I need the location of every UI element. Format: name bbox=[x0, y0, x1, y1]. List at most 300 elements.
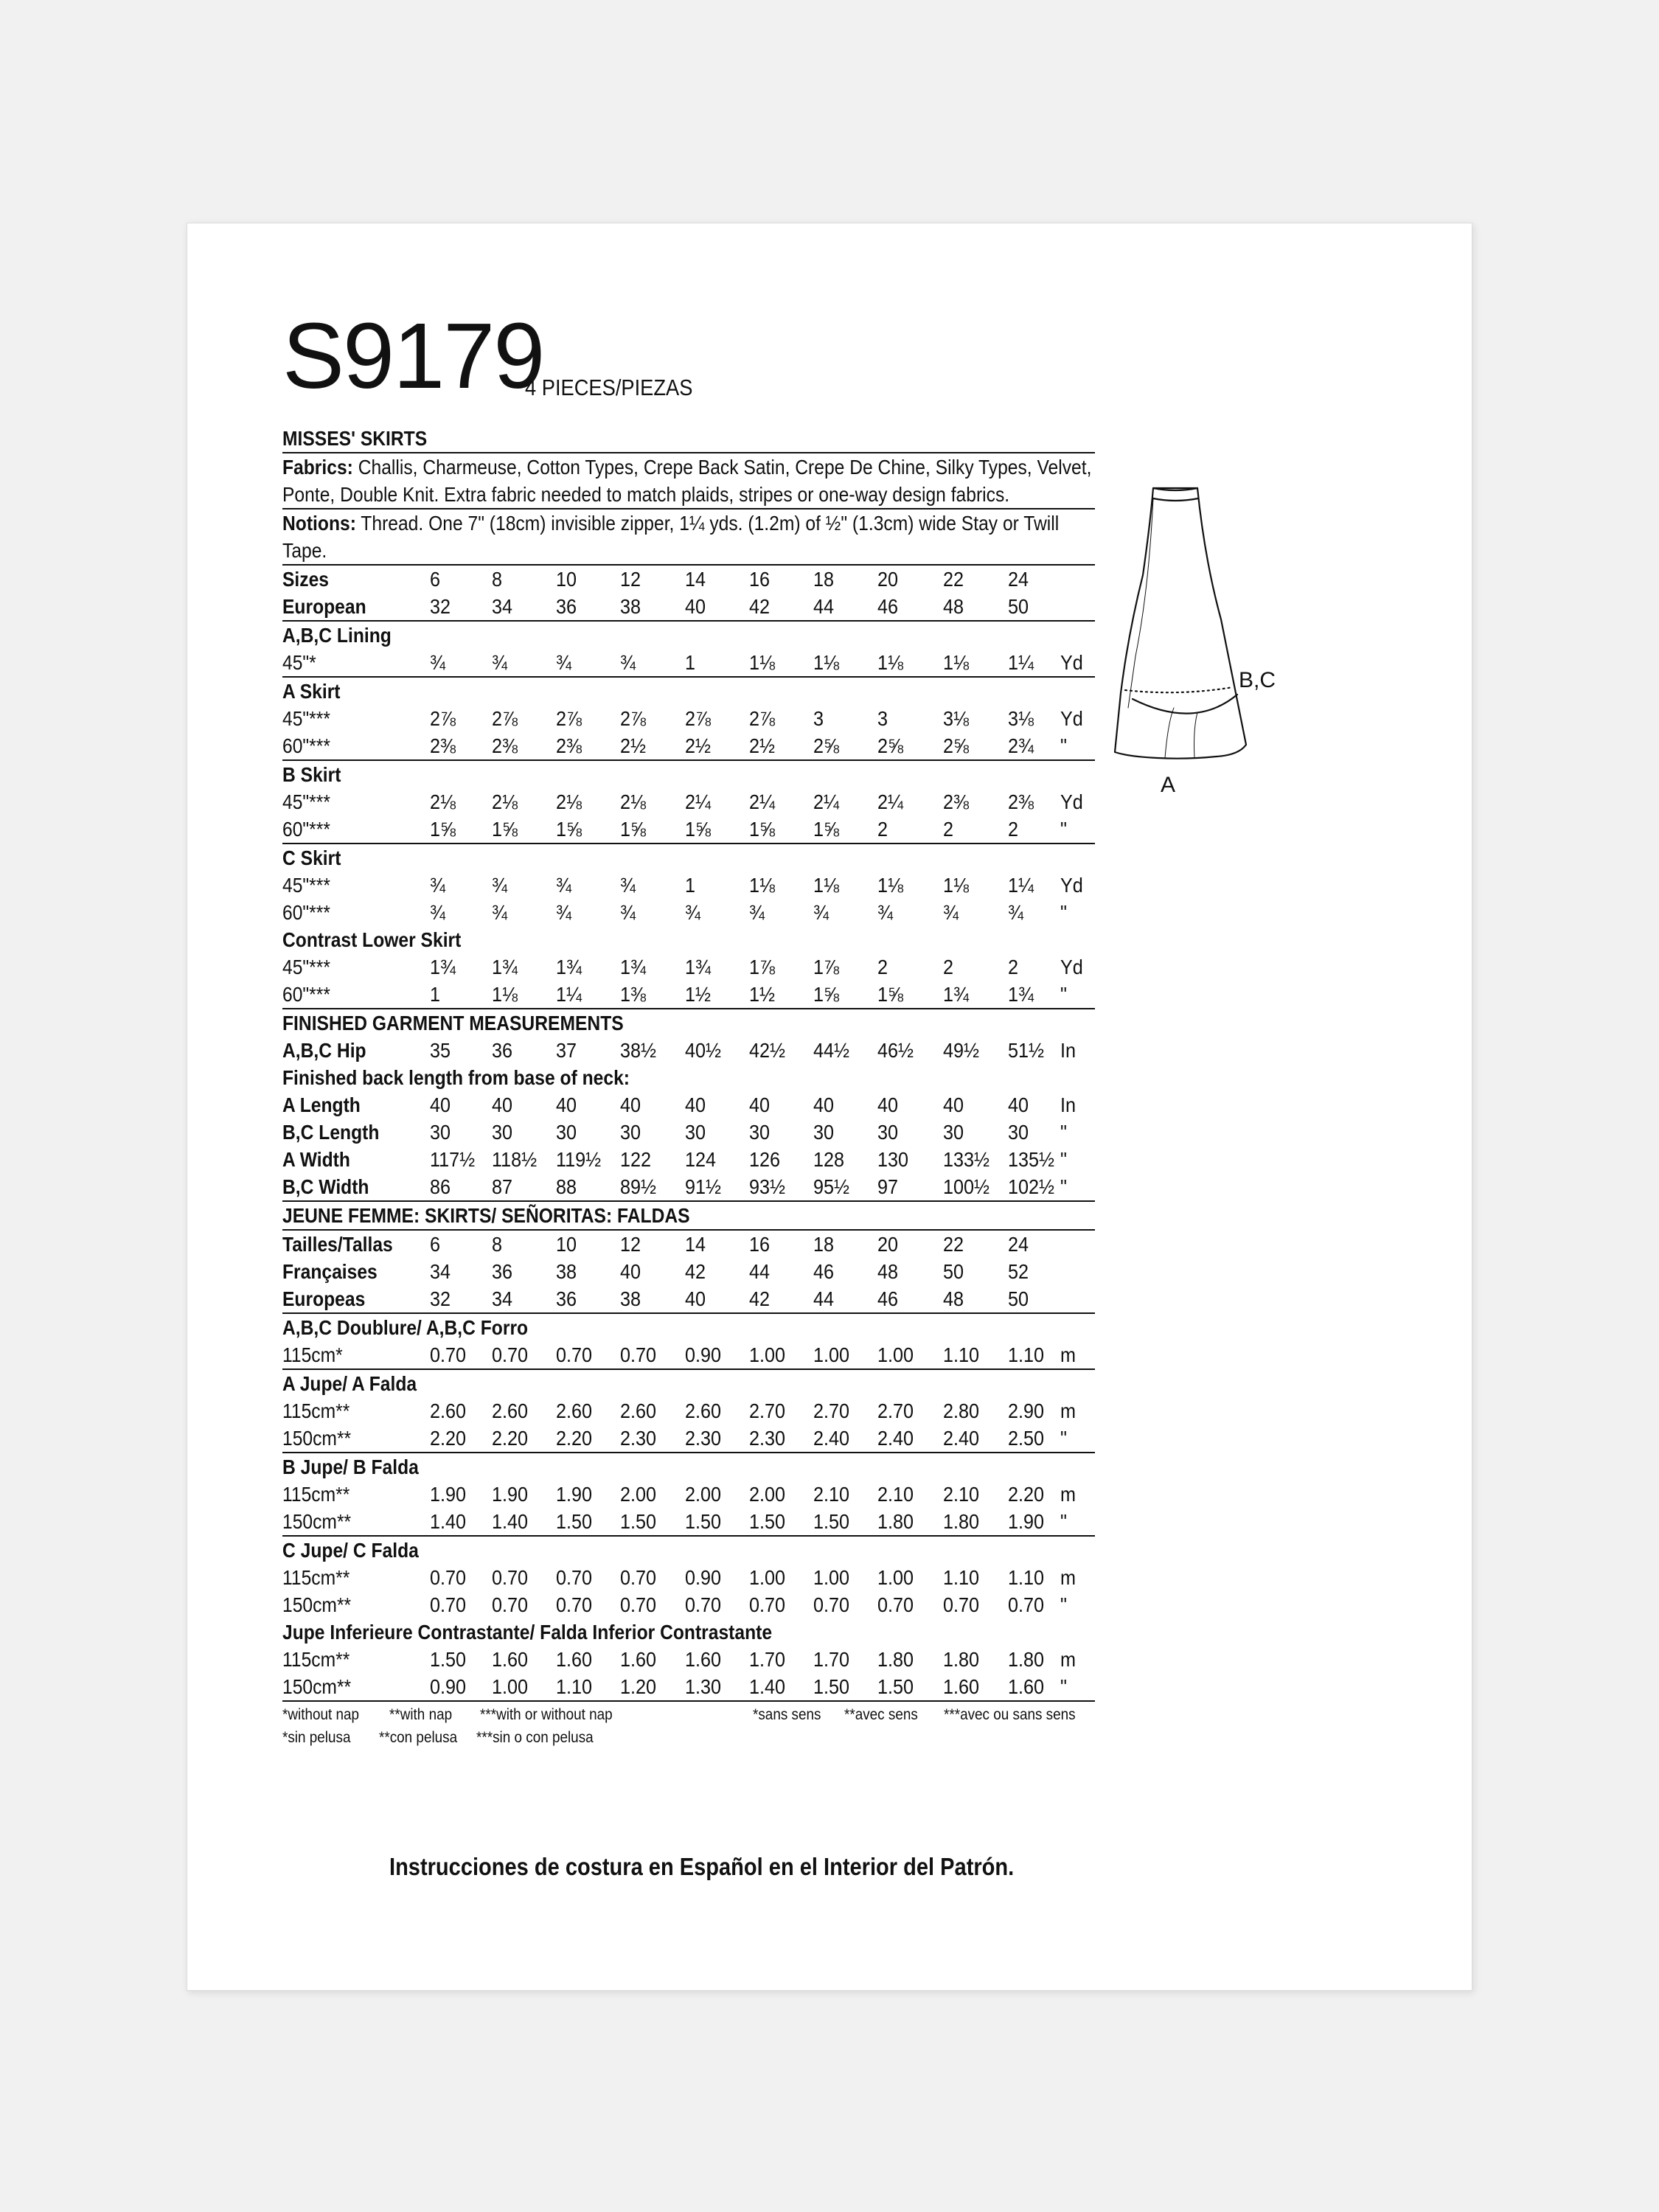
table-cell: 8 bbox=[492, 1233, 503, 1256]
table-cell: 46 bbox=[813, 1260, 835, 1283]
row-label: 150cm** bbox=[282, 1593, 352, 1616]
table-cell: 2⅜ bbox=[492, 734, 518, 757]
skirt-outline bbox=[1115, 488, 1246, 759]
table-cell: 48 bbox=[943, 1287, 964, 1310]
table-cell: 2¼ bbox=[877, 790, 904, 813]
table-cell: 0.70 bbox=[749, 1593, 786, 1616]
unit-label: m bbox=[1060, 1399, 1076, 1422]
table-cell: 1.90 bbox=[1008, 1510, 1045, 1533]
table-cell: 18 bbox=[813, 1233, 835, 1256]
table-cell: 2.80 bbox=[943, 1399, 980, 1422]
table-cell: 1.90 bbox=[556, 1483, 593, 1506]
table-cell: 2 bbox=[877, 818, 888, 841]
table-cell: 2⅛ bbox=[492, 790, 518, 813]
row-label: 60"*** bbox=[282, 983, 330, 1006]
table-cell: 1⅛ bbox=[813, 874, 840, 897]
row-label: 150cm** bbox=[282, 1675, 352, 1698]
row-label: 115cm** bbox=[282, 1648, 350, 1671]
table-cell: 1.60 bbox=[492, 1648, 529, 1671]
table-cell: 2.60 bbox=[556, 1399, 593, 1422]
table-cell: ¾ bbox=[943, 901, 959, 924]
table-cell: 2.40 bbox=[813, 1427, 850, 1450]
table-cell: 40½ bbox=[685, 1039, 722, 1062]
table-cell: 1.20 bbox=[620, 1675, 657, 1698]
table-cell: 2.40 bbox=[877, 1427, 914, 1450]
table-cell: 1⅛ bbox=[877, 874, 904, 897]
table-row bbox=[282, 732, 1095, 759]
table-cell: 0.70 bbox=[556, 1343, 593, 1366]
table-cell: 2¾ bbox=[1008, 734, 1034, 757]
table-cell: 0.70 bbox=[430, 1343, 467, 1366]
table-cell: 1.50 bbox=[813, 1675, 850, 1698]
table-row bbox=[282, 1285, 1095, 1312]
table-cell: 2⅛ bbox=[556, 790, 582, 813]
table-cell: 2⅝ bbox=[943, 734, 970, 757]
table-cell: 2.20 bbox=[1008, 1483, 1045, 1506]
footnote: *sans sens bbox=[753, 1706, 821, 1723]
table-cell: 42½ bbox=[749, 1039, 786, 1062]
row-label: 45"*** bbox=[282, 790, 330, 813]
table-cell: 1.80 bbox=[943, 1510, 980, 1533]
table-cell: ¾ bbox=[430, 901, 446, 924]
table-cell: 87 bbox=[492, 1175, 513, 1198]
table-cell: 2.30 bbox=[749, 1427, 786, 1450]
table-cell: 1.00 bbox=[749, 1566, 786, 1589]
row-label: 115cm* bbox=[282, 1343, 343, 1366]
table-cell: 0.70 bbox=[556, 1593, 593, 1616]
unit-label: " bbox=[1060, 1675, 1067, 1698]
table-cell: 24 bbox=[1008, 568, 1029, 591]
table-cell: 1¾ bbox=[430, 956, 456, 978]
table-cell: 130 bbox=[877, 1148, 909, 1171]
table-row bbox=[282, 705, 1095, 732]
table-cell: 30 bbox=[813, 1121, 835, 1144]
table-cell: 44½ bbox=[813, 1039, 850, 1062]
table-cell: 2.90 bbox=[1008, 1399, 1045, 1422]
table-cell: 30 bbox=[943, 1121, 964, 1144]
table-cell: 0.70 bbox=[620, 1566, 657, 1589]
footnote: ***avec ou sans sens bbox=[944, 1706, 1076, 1723]
table-cell: 2⅞ bbox=[492, 707, 518, 730]
table-cell: 2⅝ bbox=[813, 734, 840, 757]
unit-label: " bbox=[1060, 1175, 1067, 1198]
table-cell: 30 bbox=[749, 1121, 771, 1144]
table-cell: 48 bbox=[877, 1260, 899, 1283]
row-label: A,B,C Hip bbox=[282, 1039, 366, 1062]
table-cell: 135½ bbox=[1008, 1148, 1055, 1171]
table-cell: 34 bbox=[492, 595, 513, 618]
row-label: 60"*** bbox=[282, 818, 330, 841]
row-label: A Width bbox=[282, 1148, 350, 1171]
table-cell: ¾ bbox=[620, 874, 636, 897]
table-cell: ¾ bbox=[620, 651, 636, 674]
table-cell: 93½ bbox=[749, 1175, 786, 1198]
table-cell: 20 bbox=[877, 568, 899, 591]
table-cell: 2.10 bbox=[877, 1483, 914, 1506]
table-cell: 2.70 bbox=[813, 1399, 850, 1422]
table-cell: 1¾ bbox=[492, 956, 518, 978]
table-section-heading: B Jupe/ B Falda bbox=[282, 1455, 419, 1478]
table-row bbox=[282, 1508, 1095, 1535]
table-cell: 0.70 bbox=[620, 1593, 657, 1616]
table-cell: 1.00 bbox=[877, 1343, 914, 1366]
table-cell: 12 bbox=[620, 1233, 641, 1256]
table-cell: 3⅛ bbox=[943, 707, 970, 730]
table-cell: 40 bbox=[813, 1093, 835, 1116]
table-cell: 1.50 bbox=[620, 1510, 657, 1533]
fabrics-section bbox=[282, 453, 1095, 508]
row-label: Tailles/Tallas bbox=[282, 1233, 393, 1256]
table-cell: 40 bbox=[556, 1093, 577, 1116]
table-cell: 40 bbox=[943, 1093, 964, 1116]
table-cell: 24 bbox=[1008, 1233, 1029, 1256]
table-cell: 0.70 bbox=[943, 1593, 980, 1616]
table-cell: 1⅝ bbox=[620, 818, 647, 841]
table-cell: 1.50 bbox=[556, 1510, 593, 1533]
table-cell: 2.30 bbox=[620, 1427, 657, 1450]
table-cell: 30 bbox=[492, 1121, 513, 1144]
table-section-heading: Contrast Lower Skirt bbox=[282, 928, 462, 951]
table-cell: 2 bbox=[1008, 956, 1019, 978]
table-cell: 2.70 bbox=[877, 1399, 914, 1422]
view-label-bc: B,C bbox=[1239, 668, 1276, 692]
table-cell: 1⅞ bbox=[749, 956, 776, 978]
unit-label: " bbox=[1060, 1121, 1067, 1144]
table-cell: 49½ bbox=[943, 1039, 980, 1062]
table-cell: 2.00 bbox=[685, 1483, 722, 1506]
table-cell: 1⅝ bbox=[877, 983, 904, 1006]
table-cell: 1.60 bbox=[620, 1648, 657, 1671]
table-cell: 0.70 bbox=[813, 1593, 850, 1616]
table-cell: 100½ bbox=[943, 1175, 990, 1198]
table-cell: 32 bbox=[430, 595, 451, 618]
table-cell: 2.10 bbox=[813, 1483, 850, 1506]
table-row bbox=[282, 872, 1095, 899]
unit-label: Yd bbox=[1060, 651, 1083, 674]
table-cell: 126 bbox=[749, 1148, 781, 1171]
table-cell: 1⅛ bbox=[877, 651, 904, 674]
table-cell: 1¾ bbox=[685, 956, 712, 978]
table-section-heading: JEUNE FEMME: SKIRTS/ SEÑORITAS: FALDAS bbox=[282, 1204, 690, 1227]
table-cell: 2 bbox=[1008, 818, 1019, 841]
footnote: **with nap bbox=[389, 1706, 453, 1723]
table-row bbox=[282, 1091, 1095, 1119]
table-section-heading: A Skirt bbox=[282, 680, 341, 703]
unit-label: m bbox=[1060, 1648, 1076, 1671]
table-row bbox=[282, 1481, 1095, 1508]
table-row bbox=[282, 1119, 1095, 1146]
table-cell: 0.70 bbox=[430, 1593, 467, 1616]
row-label: 115cm** bbox=[282, 1399, 350, 1422]
table-cell: 6 bbox=[430, 1233, 441, 1256]
table-cell: 1.80 bbox=[877, 1648, 914, 1671]
table-row bbox=[282, 788, 1095, 815]
table-cell: 1.50 bbox=[685, 1510, 722, 1533]
table-cell: 36 bbox=[556, 1287, 577, 1310]
table-cell: 0.70 bbox=[492, 1566, 529, 1589]
table-cell: 1.60 bbox=[1008, 1675, 1045, 1698]
piece-count: 4 PIECES/PIEZAS bbox=[525, 375, 693, 400]
table-cell: 1⅝ bbox=[685, 818, 712, 841]
table-cell: 1.50 bbox=[749, 1510, 786, 1533]
table-cell: 1⅞ bbox=[813, 956, 840, 978]
row-label: Europeas bbox=[282, 1287, 366, 1310]
table-row bbox=[282, 1564, 1095, 1591]
table-cell: 12 bbox=[620, 568, 641, 591]
table-row bbox=[282, 593, 1095, 620]
table-cell: 1⅜ bbox=[620, 983, 647, 1006]
table-cell: 1½ bbox=[685, 983, 712, 1006]
table-cell: 50 bbox=[1008, 595, 1029, 618]
table-cell: 40 bbox=[877, 1093, 899, 1116]
yardage-table bbox=[282, 564, 1095, 1702]
row-label: 45"* bbox=[282, 651, 316, 674]
table-cell: 1.40 bbox=[492, 1510, 529, 1533]
table-cell: 40 bbox=[685, 1287, 706, 1310]
table-cell: 10 bbox=[556, 1233, 577, 1256]
table-cell: 32 bbox=[430, 1287, 451, 1310]
table-cell: 1.00 bbox=[877, 1566, 914, 1589]
table-cell: 1.10 bbox=[943, 1566, 980, 1589]
table-cell: 1¼ bbox=[1008, 874, 1034, 897]
table-cell: 1⅝ bbox=[430, 818, 456, 841]
table-row bbox=[282, 566, 1095, 593]
row-label: European bbox=[282, 595, 366, 618]
table-row bbox=[282, 1258, 1095, 1285]
row-label: A Length bbox=[282, 1093, 361, 1116]
pattern-info bbox=[282, 425, 1095, 1750]
table-cell: 0.70 bbox=[492, 1593, 529, 1616]
table-cell: 1⅝ bbox=[813, 983, 840, 1006]
table-cell: 1.30 bbox=[685, 1675, 722, 1698]
table-cell: 1.40 bbox=[749, 1675, 786, 1698]
table-cell: 0.70 bbox=[430, 1566, 467, 1589]
table-row bbox=[282, 1146, 1095, 1173]
table-cell: 2⅝ bbox=[877, 734, 904, 757]
table-cell: 2½ bbox=[620, 734, 647, 757]
table-cell: 2.60 bbox=[430, 1399, 467, 1422]
table-cell: 40 bbox=[620, 1093, 641, 1116]
notions-section bbox=[282, 509, 1095, 564]
table-cell: 40 bbox=[492, 1093, 513, 1116]
row-label: 60"*** bbox=[282, 901, 330, 924]
table-cell: 1.00 bbox=[813, 1566, 850, 1589]
table-section-heading: Finished back length from base of neck: bbox=[282, 1066, 630, 1089]
table-cell: 2⅞ bbox=[749, 707, 776, 730]
table-cell: 50 bbox=[943, 1260, 964, 1283]
table-cell: ¾ bbox=[556, 874, 572, 897]
table-cell: 1¾ bbox=[556, 956, 582, 978]
table-cell: 102½ bbox=[1008, 1175, 1055, 1198]
table-cell: 1.10 bbox=[943, 1343, 980, 1366]
table-cell: 128 bbox=[813, 1148, 845, 1171]
table-cell: 2.00 bbox=[620, 1483, 657, 1506]
table-cell: ¾ bbox=[430, 651, 446, 674]
table-cell: 2.00 bbox=[749, 1483, 786, 1506]
table-cell: 1⅝ bbox=[556, 818, 582, 841]
table-cell: ¾ bbox=[685, 901, 701, 924]
table-cell: 22 bbox=[943, 1233, 964, 1256]
unit-label: Yd bbox=[1060, 956, 1083, 978]
table-cell: 2¼ bbox=[685, 790, 712, 813]
table-cell: 1⅝ bbox=[813, 818, 840, 841]
table-cell: 0.90 bbox=[430, 1675, 467, 1698]
table-cell: 1¾ bbox=[943, 983, 970, 1006]
table-cell: 2⅜ bbox=[943, 790, 970, 813]
table-cell: 44 bbox=[813, 595, 835, 618]
footnote: *sin pelusa bbox=[282, 1729, 351, 1746]
table-cell: 2⅜ bbox=[556, 734, 582, 757]
table-cell: 52 bbox=[1008, 1260, 1029, 1283]
table-cell: 3 bbox=[877, 707, 888, 730]
table-row bbox=[282, 1646, 1095, 1673]
footnote: **avec sens bbox=[844, 1706, 918, 1723]
table-cell: 34 bbox=[492, 1287, 513, 1310]
table-cell: ¾ bbox=[492, 651, 508, 674]
table-cell: 122 bbox=[620, 1148, 652, 1171]
row-label: 150cm** bbox=[282, 1510, 352, 1533]
table-cell: ¾ bbox=[749, 901, 765, 924]
table-cell: ¾ bbox=[620, 901, 636, 924]
table-cell: 1.10 bbox=[1008, 1343, 1045, 1366]
unit-label: " bbox=[1060, 1148, 1067, 1171]
table-row bbox=[282, 1673, 1095, 1700]
table-cell: 1⅛ bbox=[749, 651, 776, 674]
table-cell: 95½ bbox=[813, 1175, 850, 1198]
unit-label: " bbox=[1060, 901, 1067, 924]
table-cell: 38½ bbox=[620, 1039, 657, 1062]
table-cell: 35 bbox=[430, 1039, 451, 1062]
bias-seam bbox=[1133, 695, 1237, 714]
table-cell: 2.50 bbox=[1008, 1427, 1045, 1450]
table-cell: 2¼ bbox=[749, 790, 776, 813]
unit-label: " bbox=[1060, 734, 1067, 757]
table-cell: 1⅛ bbox=[943, 874, 970, 897]
table-cell: 40 bbox=[620, 1260, 641, 1283]
table-cell: 16 bbox=[749, 568, 771, 591]
table-cell: 1.90 bbox=[430, 1483, 467, 1506]
footnote: **con pelusa bbox=[379, 1729, 458, 1746]
row-label: 45"*** bbox=[282, 874, 330, 897]
table-cell: 2¼ bbox=[813, 790, 840, 813]
row-label: 60"*** bbox=[282, 734, 330, 757]
table-cell: 1 bbox=[685, 651, 696, 674]
table-cell: 10 bbox=[556, 568, 577, 591]
unit-label: Yd bbox=[1060, 790, 1083, 813]
table-cell: ¾ bbox=[492, 874, 508, 897]
table-cell: 0.70 bbox=[1008, 1593, 1045, 1616]
table-cell: 1.00 bbox=[813, 1343, 850, 1366]
table-cell: 44 bbox=[749, 1260, 771, 1283]
fabrics-text: Challis, Charmeuse, Cotton Types, Crepe Back Satin, Crepe De Chine, Silky Types, Velvet, Ponte, Double Knit. Extra fabric needed to match plaids, stripes or one-way design fabrics. bbox=[282, 456, 1092, 506]
table-section-heading: C Skirt bbox=[282, 846, 341, 869]
table-cell: 1⅛ bbox=[813, 651, 840, 674]
table-cell: 1.80 bbox=[1008, 1648, 1045, 1671]
waistband bbox=[1153, 488, 1198, 501]
table-cell: 1.60 bbox=[556, 1648, 593, 1671]
table-cell: 2⅜ bbox=[1008, 790, 1034, 813]
table-cell: 118½ bbox=[492, 1148, 538, 1171]
table-section-heading: B Skirt bbox=[282, 763, 341, 786]
table-cell: 42 bbox=[749, 595, 771, 618]
row-label: B,C Length bbox=[282, 1121, 380, 1144]
table-cell: 1 bbox=[685, 874, 696, 897]
table-cell: 91½ bbox=[685, 1175, 722, 1198]
table-cell: 2.20 bbox=[430, 1427, 467, 1450]
table-cell: 89½ bbox=[620, 1175, 657, 1198]
fabrics-label: Fabrics: bbox=[282, 456, 353, 479]
table-cell: 48 bbox=[943, 595, 964, 618]
table-cell: 2.10 bbox=[943, 1483, 980, 1506]
table-cell: 1.80 bbox=[943, 1648, 980, 1671]
table-cell: 1⅝ bbox=[749, 818, 776, 841]
table-cell: 1¾ bbox=[1008, 983, 1034, 1006]
table-cell: 30 bbox=[556, 1121, 577, 1144]
table-cell: 38 bbox=[556, 1260, 577, 1283]
table-cell: 2⅞ bbox=[620, 707, 647, 730]
table-cell: 30 bbox=[685, 1121, 706, 1144]
table-cell: 36 bbox=[492, 1260, 513, 1283]
unit-label: m bbox=[1060, 1343, 1076, 1366]
table-row bbox=[282, 899, 1095, 926]
table-cell: 1.60 bbox=[943, 1675, 980, 1698]
table-row bbox=[282, 1397, 1095, 1425]
row-label: Sizes bbox=[282, 568, 330, 591]
table-section-heading: A,B,C Doublure/ A,B,C Forro bbox=[282, 1316, 529, 1339]
table-cell: ¾ bbox=[556, 651, 572, 674]
table-cell: 14 bbox=[685, 1233, 706, 1256]
footnote: *without nap bbox=[282, 1706, 360, 1723]
garment-title: MISSES' SKIRTS bbox=[282, 427, 428, 450]
table-cell: 2.60 bbox=[620, 1399, 657, 1422]
table-cell: 1.50 bbox=[813, 1510, 850, 1533]
table-cell: 18 bbox=[813, 568, 835, 591]
table-cell: 16 bbox=[749, 1233, 771, 1256]
table-cell: 2⅞ bbox=[685, 707, 712, 730]
unit-label: Yd bbox=[1060, 707, 1083, 730]
table-cell: 1¼ bbox=[556, 983, 582, 1006]
unit-label: " bbox=[1060, 1427, 1067, 1450]
table-cell: 2.60 bbox=[492, 1399, 529, 1422]
unit-label: Yd bbox=[1060, 874, 1083, 897]
table-section-heading: FINISHED GARMENT MEASUREMENTS bbox=[282, 1012, 624, 1034]
row-label: 115cm** bbox=[282, 1566, 350, 1589]
table-cell: 42 bbox=[749, 1287, 771, 1310]
table-cell: 1.00 bbox=[492, 1675, 529, 1698]
table-row bbox=[282, 1037, 1095, 1064]
contrast-seam bbox=[1125, 687, 1233, 692]
table-cell: 1.10 bbox=[556, 1675, 593, 1698]
table-cell: 2.60 bbox=[685, 1399, 722, 1422]
table-cell: 1.70 bbox=[813, 1648, 850, 1671]
table-cell: 1½ bbox=[749, 983, 776, 1006]
row-label: 115cm** bbox=[282, 1483, 350, 1506]
table-row bbox=[282, 1591, 1095, 1618]
table-cell: 51½ bbox=[1008, 1039, 1045, 1062]
table-cell: 37 bbox=[556, 1039, 577, 1062]
table-cell: 22 bbox=[943, 568, 964, 591]
table-cell: 30 bbox=[430, 1121, 451, 1144]
table-cell: 46½ bbox=[877, 1039, 914, 1062]
unit-label: " bbox=[1060, 1593, 1067, 1616]
skirt-illustration bbox=[1106, 472, 1298, 818]
unit-label: m bbox=[1060, 1566, 1076, 1589]
table-cell: 2.20 bbox=[556, 1427, 593, 1450]
table-cell: 133½ bbox=[943, 1148, 990, 1171]
table-cell: 1⅛ bbox=[749, 874, 776, 897]
table-cell: 42 bbox=[685, 1260, 706, 1283]
table-section-heading: A,B,C Lining bbox=[282, 624, 392, 647]
